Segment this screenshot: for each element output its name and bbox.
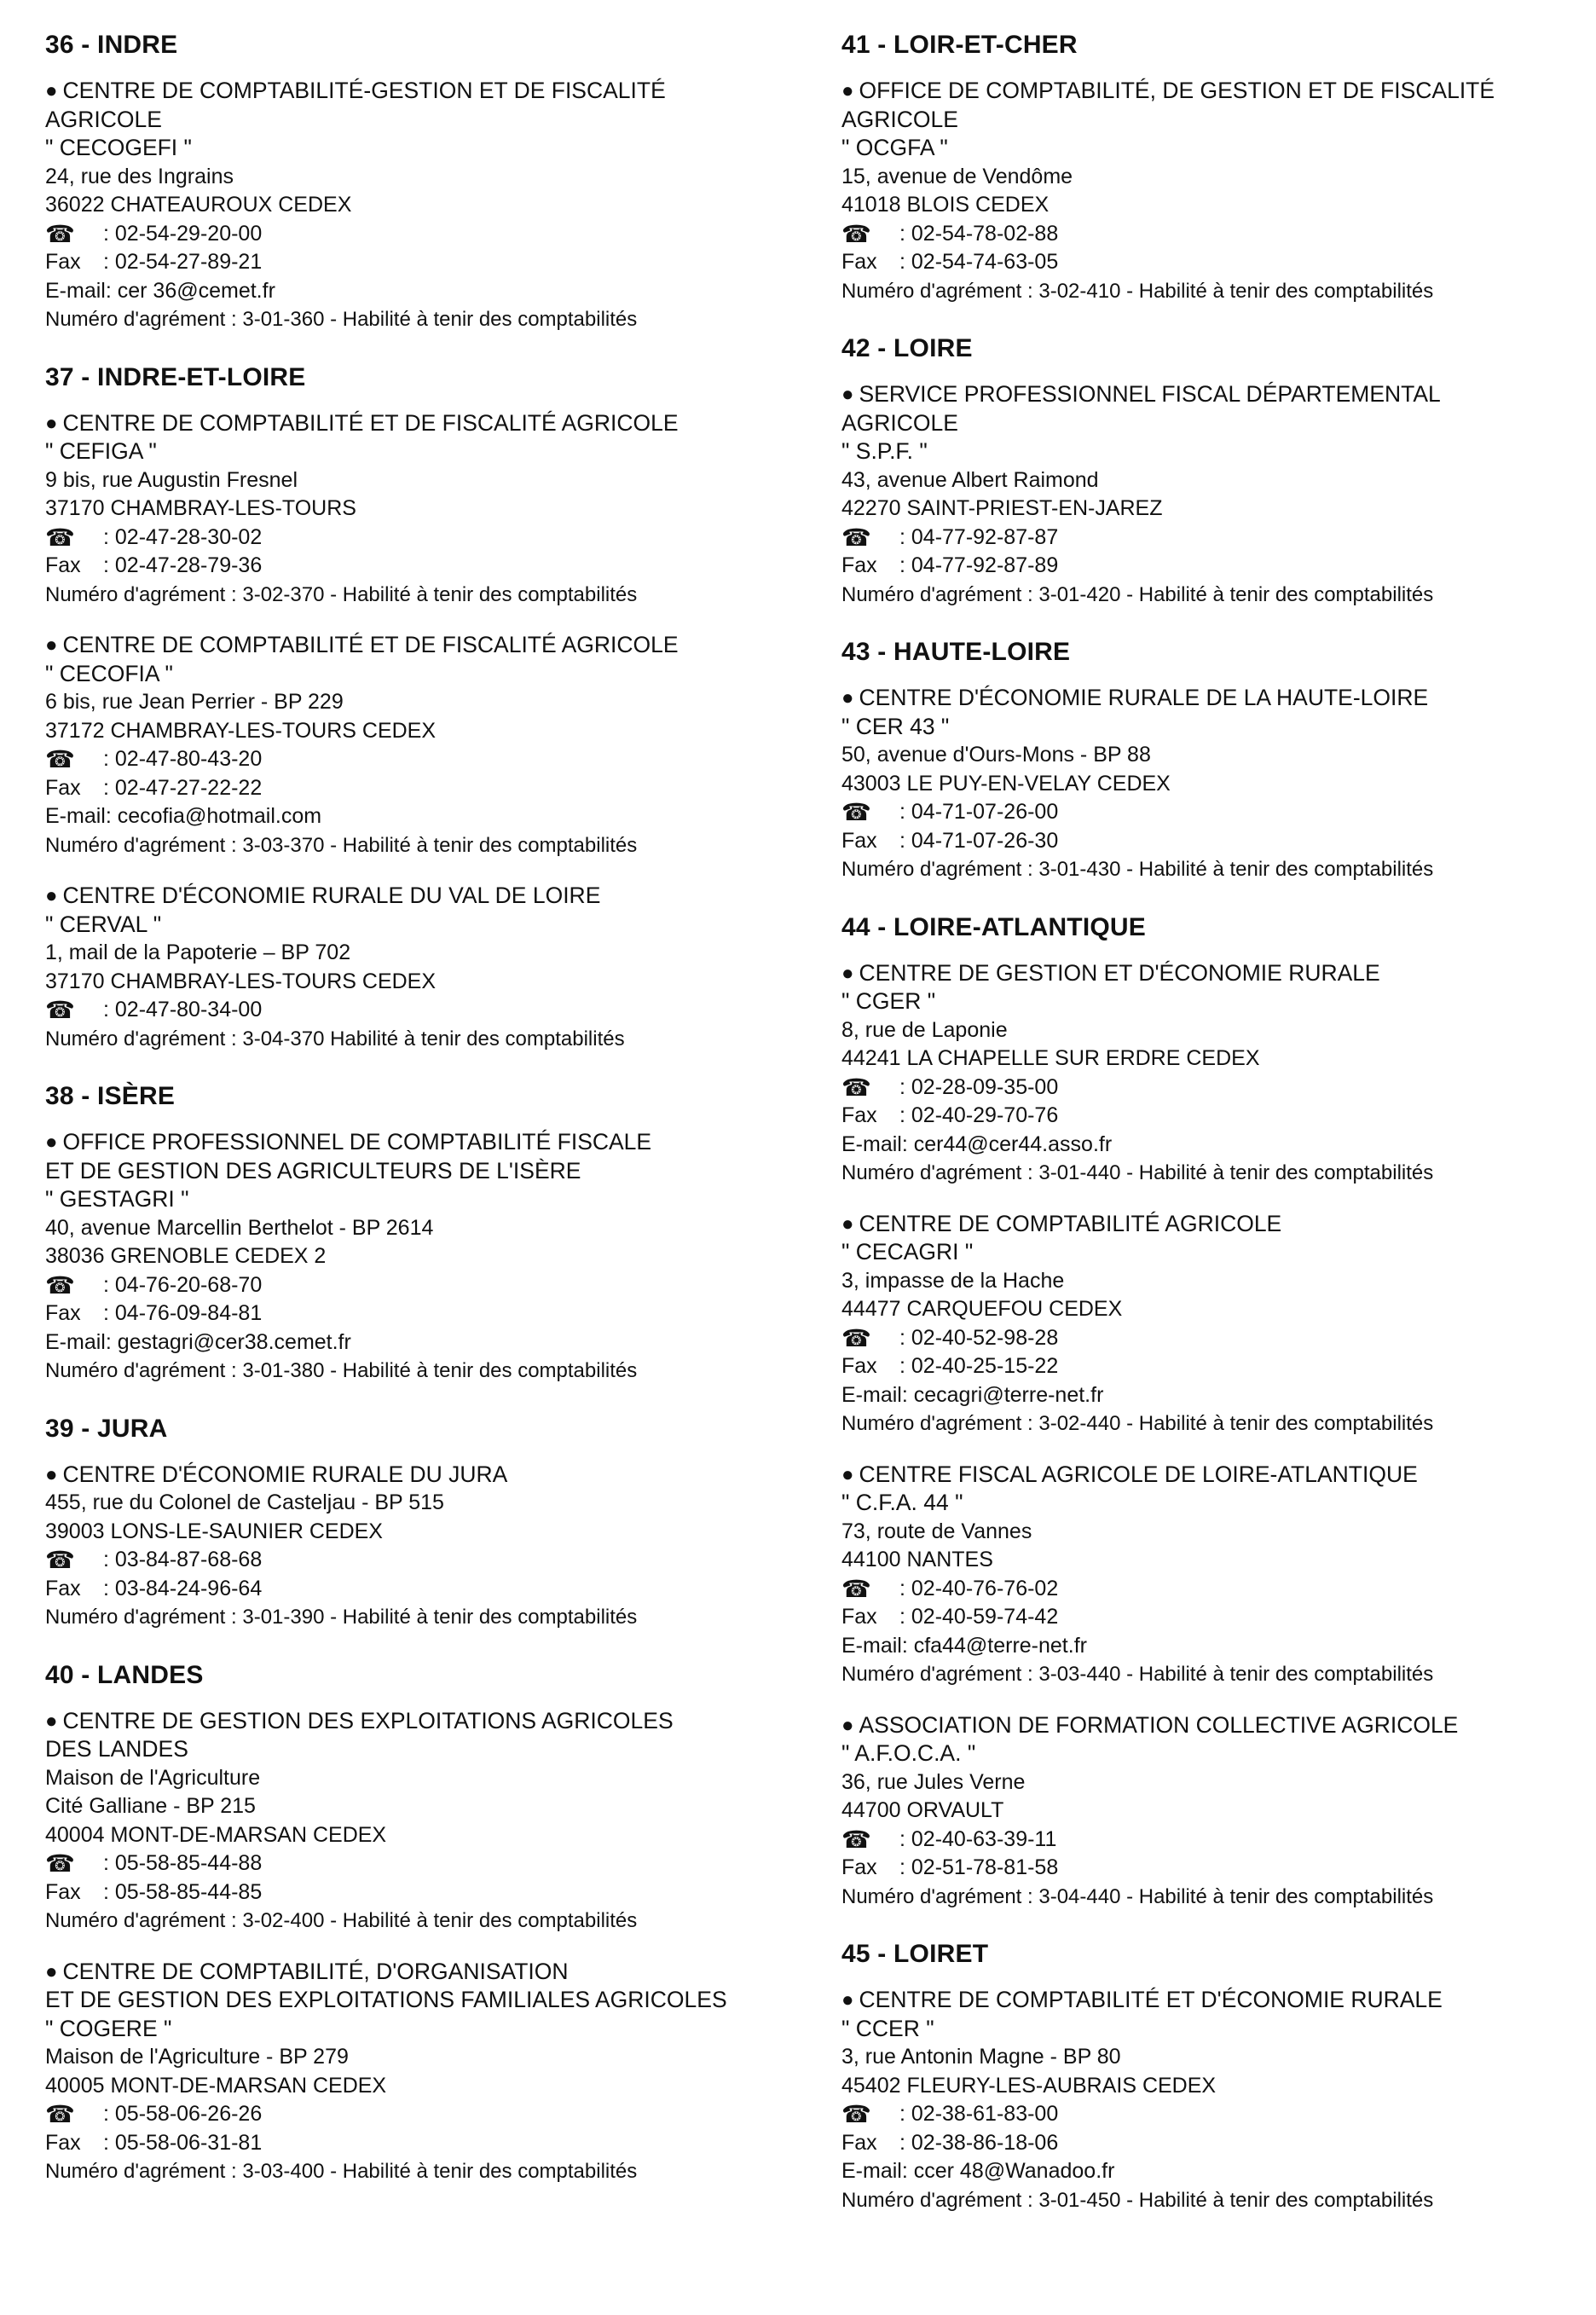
email-address: : cer 36@cemet.fr bbox=[105, 278, 275, 303]
phone-line bbox=[45, 1271, 812, 1300]
fax-number: : 02-40-59-74-42 bbox=[899, 1605, 1059, 1629]
organization-name-line bbox=[45, 1735, 812, 1764]
email-label: E-mail bbox=[841, 2159, 902, 2183]
telephone-icon: ☎ bbox=[841, 1575, 871, 1602]
address-line: 44241 LA CHAPELLE SUR ERDRE CEDEX bbox=[841, 1046, 1260, 1070]
organization-name-line bbox=[841, 409, 1596, 438]
phone-line bbox=[841, 1324, 1596, 1353]
department-section bbox=[45, 363, 812, 1054]
address-line: 42270 SAINT-PRIEST-EN-JAREZ bbox=[841, 496, 1163, 520]
address-line: 8, rue de Laponie bbox=[841, 1017, 1008, 1042]
organization-name: CENTRE DE COMPTABILITÉ-GESTION ET DE FISCALITÉ bbox=[62, 78, 666, 103]
fax-line bbox=[45, 2129, 812, 2158]
organization-entry bbox=[841, 1210, 1596, 1438]
fax-label: Fax bbox=[45, 1301, 81, 1325]
fax-label: Fax bbox=[841, 1354, 877, 1378]
telephone-icon: ☎ bbox=[841, 1324, 871, 1351]
organization-entry bbox=[45, 631, 812, 859]
address-line: 44100 NANTES bbox=[841, 1548, 993, 1571]
bullet-icon: ● bbox=[45, 884, 58, 907]
department-section bbox=[45, 1082, 812, 1386]
department-section bbox=[45, 1661, 812, 2186]
agrement-line: Numéro d'agrément : 3-02-440 - Habilité à tenir des comptabilités bbox=[841, 1412, 1434, 1435]
address-line: Cité Galliane - BP 215 bbox=[45, 1794, 256, 1818]
phone-number: : 03-84-87-68-68 bbox=[103, 1548, 263, 1571]
agrement-line: Numéro d'agrément : 3-03-400 - Habilité à tenir des comptabilités bbox=[45, 2160, 638, 2183]
organization-name: AGRICOLE bbox=[841, 409, 958, 436]
fax-line bbox=[841, 1352, 1596, 1381]
organization-name: CENTRE DE COMPTABILITÉ ET DE FISCALITÉ AGRICOLE bbox=[62, 632, 679, 657]
bullet-icon: ● bbox=[841, 961, 854, 985]
fax-number: : 02-40-25-15-22 bbox=[899, 1354, 1059, 1378]
address-line: 41018 BLOIS CEDEX bbox=[841, 193, 1050, 217]
email-address: : cecagri@terre-net.fr bbox=[901, 1382, 1104, 1407]
organization-acronym: " COGERE " bbox=[45, 2015, 172, 2041]
phone-line bbox=[841, 220, 1596, 249]
fax-line bbox=[45, 1575, 812, 1604]
organization-entry bbox=[841, 684, 1596, 884]
bullet-icon: ● bbox=[45, 1959, 58, 1983]
organization-name: AGRICOLE bbox=[841, 106, 958, 132]
organization-acronym: " C.F.A. 44 " bbox=[841, 1490, 963, 1515]
organization-name: CENTRE DE GESTION ET D'ÉCONOMIE RURALE bbox=[859, 959, 1380, 986]
organization-acronym: " CERVAL " bbox=[45, 911, 162, 937]
phone-line bbox=[45, 1849, 812, 1878]
fax-number: : 02-54-74-63-05 bbox=[899, 250, 1059, 274]
organization-name: ET DE GESTION DES EXPLOITATIONS FAMILIALES AGRICOLES bbox=[45, 1987, 727, 2012]
organization-name: CENTRE D'ÉCONOMIE RURALE DU VAL DE LOIRE bbox=[62, 883, 601, 908]
email-line bbox=[45, 802, 812, 831]
telephone-icon: ☎ bbox=[841, 524, 871, 551]
bullet-icon: ● bbox=[841, 1212, 854, 1236]
organization-name-line bbox=[45, 1157, 812, 1186]
agrement-line: Numéro d'agrément : 3-01-420 - Habilité à tenir des comptabilités bbox=[841, 582, 1434, 606]
phone-line bbox=[45, 745, 812, 774]
department-heading: 39 - JURA bbox=[45, 1414, 168, 1443]
fax-line bbox=[841, 552, 1596, 581]
organization-name: CENTRE DE COMPTABILITÉ ET D'ÉCONOMIE RURALE bbox=[859, 1987, 1443, 2012]
organization-acronym: " CEFIGA " bbox=[45, 438, 157, 464]
phone-line bbox=[841, 524, 1596, 553]
organization-name-line bbox=[45, 1986, 812, 2015]
agrement-line: Numéro d'agrément : 3-04-440 - Habilité à tenir des comptabilités bbox=[841, 1884, 1434, 1908]
address-line: 3, impasse de la Hache bbox=[841, 1268, 1065, 1293]
email-address: : cfa44@terre-net.fr bbox=[901, 1633, 1087, 1658]
email-line bbox=[841, 2157, 1596, 2186]
organization-name-line bbox=[45, 1958, 812, 1987]
organization-name-line bbox=[45, 631, 812, 660]
department-section bbox=[841, 913, 1596, 1912]
organization-acronym: " CCER " bbox=[841, 2015, 934, 2041]
fax-label: Fax bbox=[45, 250, 81, 274]
bullet-icon: ● bbox=[45, 634, 58, 657]
fax-number: : 02-54-27-89-21 bbox=[103, 250, 263, 274]
organization-name-line bbox=[45, 77, 812, 106]
address-line: Maison de l'Agriculture - BP 279 bbox=[45, 2045, 349, 2069]
fax-number: : 04-71-07-26-30 bbox=[899, 828, 1059, 853]
phone-number: : 02-40-76-76-02 bbox=[899, 1576, 1059, 1600]
address-line: 40004 MONT-DE-MARSAN CEDEX bbox=[45, 1822, 387, 1847]
organization-name: SERVICE PROFESSIONNEL FISCAL DÉPARTEMENTAL bbox=[859, 381, 1441, 407]
agrement-line: Numéro d'agrément : 3-04-370 Habilité à tenir des comptabilités bbox=[45, 1027, 625, 1050]
email-label: E-mail bbox=[841, 1131, 902, 1156]
phone-number: : 02-28-09-35-00 bbox=[899, 1074, 1059, 1099]
address-line: 44700 ORVAULT bbox=[841, 1798, 1004, 1822]
organization-entry bbox=[841, 1461, 1596, 1689]
bullet-icon: ● bbox=[841, 1713, 854, 1737]
fax-number: : 02-47-27-22-22 bbox=[103, 775, 263, 800]
address-line: 15, avenue de Vendôme bbox=[841, 164, 1073, 188]
organization-name-line bbox=[841, 959, 1596, 988]
department-section bbox=[841, 334, 1596, 609]
organization-name-line bbox=[841, 77, 1596, 106]
organization-name-line bbox=[45, 409, 812, 438]
organization-name-line bbox=[841, 684, 1596, 713]
organization-acronym: " S.P.F. " bbox=[841, 438, 928, 464]
agrement-line: Numéro d'agrément : 3-01-430 - Habilité à tenir des comptabilités bbox=[841, 858, 1434, 881]
telephone-icon: ☎ bbox=[841, 220, 871, 247]
organization-name: CENTRE DE COMPTABILITÉ, D'ORGANISATION bbox=[62, 1958, 569, 1984]
organization-entry bbox=[45, 1958, 812, 2186]
bullet-icon: ● bbox=[841, 1462, 854, 1486]
organization-name: CENTRE DE COMPTABILITÉ ET DE FISCALITÉ AGRICOLE bbox=[62, 409, 679, 436]
organization-name: CENTRE DE COMPTABILITÉ AGRICOLE bbox=[859, 1210, 1282, 1236]
department-section bbox=[841, 31, 1596, 305]
address-line: 40, avenue Marcellin Berthelot - BP 2614 bbox=[45, 1215, 434, 1240]
fax-number: : 02-47-28-79-36 bbox=[103, 553, 263, 577]
email-label: E-mail bbox=[45, 804, 106, 828]
phone-number: : 02-40-52-98-28 bbox=[899, 1325, 1059, 1350]
address-line: 9 bis, rue Augustin Fresnel bbox=[45, 467, 298, 492]
fax-number: : 02-38-86-18-06 bbox=[899, 2130, 1059, 2155]
email-address: : cer44@cer44.asso.fr bbox=[901, 1131, 1113, 1156]
organization-name: CENTRE FISCAL AGRICOLE DE LOIRE-ATLANTIQUE bbox=[859, 1461, 1418, 1487]
phone-line bbox=[841, 798, 1596, 827]
email-label: E-mail bbox=[45, 1329, 106, 1354]
address-line: 40005 MONT-DE-MARSAN CEDEX bbox=[45, 2073, 387, 2098]
fax-label: Fax bbox=[841, 553, 877, 577]
bullet-icon: ● bbox=[45, 1462, 58, 1486]
organization-acronym: " CECAGRI " bbox=[841, 1239, 974, 1265]
fax-label: Fax bbox=[841, 828, 877, 853]
phone-number: : 02-47-80-34-00 bbox=[103, 998, 263, 1021]
telephone-icon: ☎ bbox=[841, 1074, 871, 1101]
organization-name-line bbox=[45, 1461, 812, 1490]
fax-line bbox=[45, 1878, 812, 1907]
fax-label: Fax bbox=[841, 2130, 877, 2155]
email-line bbox=[45, 1328, 812, 1357]
organization-entry bbox=[45, 77, 812, 334]
address-line: 24, rue des Ingrains bbox=[45, 164, 234, 188]
telephone-icon: ☎ bbox=[45, 220, 75, 247]
bullet-icon: ● bbox=[45, 411, 58, 435]
phone-number: : 02-54-78-02-88 bbox=[899, 221, 1059, 246]
department-heading: 37 - INDRE-ET-LOIRE bbox=[45, 362, 306, 391]
phone-number: : 04-71-07-26-00 bbox=[899, 800, 1059, 824]
department-section bbox=[841, 1940, 1596, 2214]
phone-number: : 02-38-61-83-00 bbox=[899, 2102, 1059, 2126]
department-heading: 45 - LOIRET bbox=[841, 1940, 989, 1968]
organization-acronym: " CECOFIA " bbox=[45, 660, 173, 686]
organization-name: ET DE GESTION DES AGRICULTEURS DE L'ISÈRE bbox=[45, 1157, 581, 1184]
agrement-line: Numéro d'agrément : 3-01-380 - Habilité à tenir des comptabilités bbox=[45, 1359, 638, 1382]
phone-line bbox=[841, 1074, 1596, 1103]
organization-name: CENTRE DE GESTION DES EXPLOITATIONS AGRICOLES bbox=[62, 1707, 674, 1733]
bullet-icon: ● bbox=[841, 1988, 854, 2011]
organization-acronym: " CER 43 " bbox=[841, 713, 950, 739]
fax-label: Fax bbox=[45, 775, 81, 800]
telephone-icon: ☎ bbox=[45, 1271, 75, 1299]
agrement-line: Numéro d'agrément : 3-03-370 - Habilité à tenir des comptabilités bbox=[45, 833, 638, 857]
organization-name-line bbox=[841, 380, 1596, 409]
phone-number: : 05-58-85-44-88 bbox=[103, 1851, 263, 1875]
organization-acronym: " CECOGEFI " bbox=[45, 135, 192, 160]
email-address: : ccer 48@Wanadoo.fr bbox=[901, 2159, 1115, 2183]
agrement-line: Numéro d'agrément : 3-02-400 - Habilité à tenir des comptabilités bbox=[45, 1909, 638, 1932]
organization-name-line bbox=[45, 882, 812, 911]
fax-label: Fax bbox=[45, 553, 81, 577]
address-line: 6 bis, rue Jean Perrier - BP 229 bbox=[45, 690, 344, 714]
organization-acronym: " CGER " bbox=[841, 988, 936, 1014]
address-line: 37170 CHAMBRAY-LES-TOURS CEDEX bbox=[45, 969, 437, 993]
telephone-icon: ☎ bbox=[45, 2101, 75, 2127]
agrement-line: Numéro d'agrément : 3-01-450 - Habilité à tenir des comptabilités bbox=[841, 2188, 1434, 2212]
telephone-icon: ☎ bbox=[45, 1850, 75, 1877]
department-heading: 36 - INDRE bbox=[45, 31, 178, 59]
fax-number: : 02-40-29-70-76 bbox=[899, 1103, 1059, 1127]
phone-line bbox=[841, 1575, 1596, 1604]
email-address: : cecofia@hotmail.com bbox=[105, 804, 322, 828]
fax-line bbox=[841, 1603, 1596, 1632]
fax-number: : 04-76-09-84-81 bbox=[103, 1301, 263, 1325]
bullet-icon: ● bbox=[45, 1131, 58, 1154]
email-label: E-mail bbox=[841, 1382, 902, 1407]
organization-name: CENTRE D'ÉCONOMIE RURALE DU JURA bbox=[62, 1461, 508, 1487]
organization-entry bbox=[45, 1707, 812, 1936]
email-label: E-mail bbox=[841, 1633, 902, 1658]
department-heading: 43 - HAUTE-LOIRE bbox=[841, 638, 1071, 666]
organization-name-line bbox=[841, 1210, 1596, 1239]
fax-label: Fax bbox=[841, 1605, 877, 1629]
fax-label: Fax bbox=[841, 250, 877, 274]
organization-acronym: " OCGFA " bbox=[841, 135, 948, 160]
department-heading: 42 - LOIRE bbox=[841, 334, 973, 362]
organization-entry bbox=[45, 1461, 812, 1632]
organization-entry bbox=[841, 77, 1596, 305]
organization-name-line bbox=[45, 106, 812, 135]
fax-line bbox=[841, 1102, 1596, 1131]
right-column bbox=[841, 31, 1596, 2237]
organization-name-line bbox=[45, 1128, 812, 1157]
address-line: Maison de l'Agriculture bbox=[45, 1765, 261, 1790]
address-line: 73, route de Vannes bbox=[841, 1519, 1032, 1543]
address-line: 43003 LE PUY-EN-VELAY CEDEX bbox=[841, 771, 1171, 796]
organization-name-line bbox=[841, 1986, 1596, 2015]
organization-entry bbox=[841, 1711, 1596, 1912]
agrement-line: Numéro d'agrément : 3-03-440 - Habilité à tenir des comptabilités bbox=[841, 1663, 1434, 1686]
telephone-icon: ☎ bbox=[841, 799, 871, 825]
fax-line bbox=[45, 248, 812, 277]
phone-line bbox=[45, 1546, 812, 1575]
organization-name: OFFICE DE COMPTABILITÉ, DE GESTION ET DE FISCALITÉ bbox=[859, 78, 1495, 103]
email-address: : gestagri@cer38.cemet.fr bbox=[105, 1329, 351, 1354]
fax-line bbox=[45, 1299, 812, 1328]
phone-number: : 02-47-80-43-20 bbox=[103, 747, 263, 771]
department-heading: 38 - ISÈRE bbox=[45, 1082, 176, 1110]
email-line bbox=[841, 1131, 1596, 1160]
fax-number: : 02-51-78-81-58 bbox=[899, 1855, 1059, 1879]
department-heading: 41 - LOIR-ET-CHER bbox=[841, 31, 1078, 59]
address-line: 36022 CHATEAUROUX CEDEX bbox=[45, 193, 352, 217]
organization-name-line bbox=[841, 1461, 1596, 1490]
organization-entry bbox=[841, 380, 1596, 609]
organization-name: OFFICE PROFESSIONNEL DE COMPTABILITÉ FISCALE bbox=[62, 1129, 652, 1155]
phone-number: : 04-76-20-68-70 bbox=[103, 1272, 263, 1297]
address-line: 44477 CARQUEFOU CEDEX bbox=[841, 1297, 1123, 1321]
bullet-icon: ● bbox=[841, 79, 854, 102]
phone-number: : 04-77-92-87-87 bbox=[899, 524, 1059, 549]
phone-line bbox=[841, 1826, 1596, 1855]
bullet-icon: ● bbox=[45, 79, 58, 102]
address-line: 3, rue Antonin Magne - BP 80 bbox=[841, 2045, 1121, 2069]
fax-label: Fax bbox=[45, 2130, 81, 2155]
email-line bbox=[841, 1632, 1596, 1661]
phone-number: : 02-47-28-30-02 bbox=[103, 524, 263, 549]
organization-name-line bbox=[45, 1707, 812, 1736]
fax-number: : 05-58-85-44-85 bbox=[103, 1879, 263, 1904]
fax-line bbox=[841, 2129, 1596, 2158]
address-line: 50, avenue d'Ours-Mons - BP 88 bbox=[841, 743, 1151, 767]
organization-name: DES LANDES bbox=[45, 1736, 188, 1762]
phone-number: : 05-58-06-26-26 bbox=[103, 2102, 263, 2126]
address-line: 36, rue Jules Verne bbox=[841, 1769, 1026, 1794]
organization-entry bbox=[841, 959, 1596, 1188]
phone-line bbox=[45, 524, 812, 553]
email-label: E-mail bbox=[45, 278, 106, 303]
address-line: 1, mail de la Papoterie – BP 702 bbox=[45, 940, 351, 964]
organization-acronym: " GESTAGRI " bbox=[45, 1186, 189, 1212]
department-section bbox=[45, 31, 812, 334]
left-column bbox=[45, 31, 812, 2208]
phone-number: : 02-40-63-39-11 bbox=[899, 1826, 1057, 1851]
fax-number: : 03-84-24-96-64 bbox=[103, 1576, 263, 1600]
phone-number: : 02-54-29-20-00 bbox=[103, 221, 263, 246]
organization-name-line bbox=[841, 1711, 1596, 1740]
agrement-line: Numéro d'agrément : 3-02-410 - Habilité à tenir des comptabilités bbox=[841, 279, 1434, 303]
fax-number: : 05-58-06-31-81 bbox=[103, 2130, 263, 2155]
fax-line bbox=[841, 1854, 1596, 1883]
department-heading: 40 - LANDES bbox=[45, 1660, 204, 1689]
agrement-line: Numéro d'agrément : 3-02-370 - Habilité à tenir des comptabilités bbox=[45, 582, 638, 606]
address-line: 38036 GRENOBLE CEDEX 2 bbox=[45, 1244, 327, 1268]
department-heading: 44 - LOIRE-ATLANTIQUE bbox=[841, 912, 1146, 941]
bullet-icon: ● bbox=[841, 383, 854, 406]
email-line bbox=[45, 277, 812, 306]
address-line: 37172 CHAMBRAY-LES-TOURS CEDEX bbox=[45, 718, 437, 743]
bullet-icon: ● bbox=[45, 1709, 58, 1733]
fax-label: Fax bbox=[45, 1576, 81, 1600]
organization-name: AGRICOLE bbox=[45, 106, 162, 132]
address-line: 39003 LONS-LE-SAUNIER CEDEX bbox=[45, 1519, 383, 1543]
fax-line bbox=[45, 552, 812, 581]
fax-number: : 04-77-92-87-89 bbox=[899, 553, 1059, 577]
telephone-icon: ☎ bbox=[45, 997, 75, 1023]
address-line: 45402 FLEURY-LES-AUBRAIS CEDEX bbox=[841, 2073, 1217, 2098]
organization-name-line bbox=[841, 106, 1596, 135]
fax-line bbox=[841, 827, 1596, 856]
phone-line bbox=[841, 2100, 1596, 2129]
address-line: 37170 CHAMBRAY-LES-TOURS bbox=[45, 496, 356, 520]
agrement-line: Numéro d'agrément : 3-01-390 - Habilité à tenir des comptabilités bbox=[45, 1606, 638, 1629]
telephone-icon: ☎ bbox=[45, 1547, 75, 1573]
organization-entry bbox=[45, 1128, 812, 1386]
fax-label: Fax bbox=[841, 1855, 877, 1879]
fax-label: Fax bbox=[841, 1103, 877, 1127]
fax-line bbox=[841, 248, 1596, 277]
organization-name: CENTRE D'ÉCONOMIE RURALE DE LA HAUTE-LOIRE bbox=[859, 685, 1429, 710]
phone-line bbox=[45, 996, 812, 1025]
organization-entry bbox=[841, 1986, 1596, 2214]
agrement-line: Numéro d'agrément : 3-01-440 - Habilité à tenir des comptabilités bbox=[841, 1161, 1434, 1184]
fax-label: Fax bbox=[45, 1879, 81, 1904]
agrement-line: Numéro d'agrément : 3-01-360 - Habilité à tenir des comptabilités bbox=[45, 308, 638, 331]
telephone-icon: ☎ bbox=[841, 2101, 871, 2127]
address-line: 43, avenue Albert Raimond bbox=[841, 467, 1099, 492]
address-line: 455, rue du Colonel de Casteljau - BP 515 bbox=[45, 1490, 444, 1514]
organization-acronym: " A.F.O.C.A. " bbox=[841, 1740, 976, 1766]
telephone-icon: ☎ bbox=[841, 1826, 871, 1853]
phone-line bbox=[45, 2100, 812, 2129]
telephone-icon: ☎ bbox=[45, 524, 75, 551]
telephone-icon: ☎ bbox=[45, 746, 75, 773]
phone-line bbox=[45, 220, 812, 249]
organization-entry bbox=[45, 409, 812, 610]
fax-line bbox=[45, 774, 812, 803]
organization-entry bbox=[45, 882, 812, 1053]
bullet-icon: ● bbox=[841, 686, 854, 709]
department-section bbox=[841, 638, 1596, 884]
email-line bbox=[841, 1381, 1596, 1410]
organization-name: ASSOCIATION DE FORMATION COLLECTIVE AGRICOLE bbox=[859, 1711, 1459, 1738]
department-section bbox=[45, 1415, 812, 1632]
